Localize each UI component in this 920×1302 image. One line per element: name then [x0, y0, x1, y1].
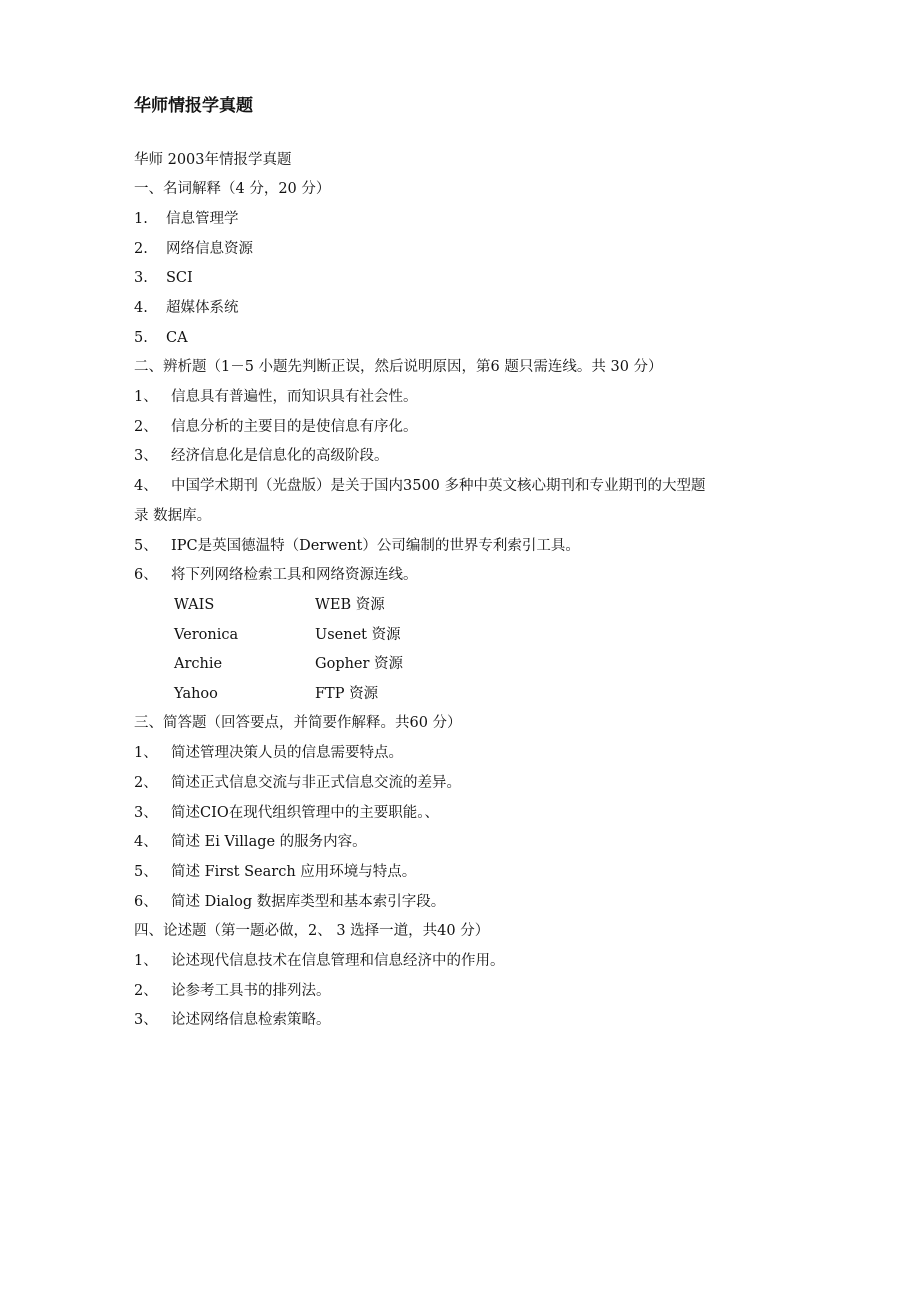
- item-text: 简述 Dialog 数据库类型和基本索引字段。: [171, 894, 446, 910]
- list-item: [134, 1010, 331, 1030]
- list-item: [134, 743, 403, 763]
- item-text: 论述网络信息检索策略。: [171, 1012, 331, 1028]
- item-number: 4、: [134, 834, 158, 850]
- section-heading-1: 一、名词解释（4 分，20 分）: [134, 181, 331, 197]
- list-item: [134, 565, 418, 585]
- item-text: 简述 Ei Village 的服务内容。: [171, 834, 367, 850]
- item-text: 论参考工具书的排列法。: [171, 983, 331, 999]
- item-number: 3.: [134, 270, 148, 286]
- matching-tool: WAIS: [174, 597, 215, 613]
- item-number: 1.: [134, 211, 148, 227]
- item-number: 5、: [134, 538, 158, 554]
- matching-tool: Veronica: [174, 627, 239, 643]
- list-item: [134, 239, 253, 259]
- item-number: 2.: [134, 241, 148, 257]
- section-heading-4: 四、论述题（第一题必做，2、 3 选择一道，共40 分）: [134, 923, 490, 939]
- item-number: 1、: [134, 745, 158, 761]
- list-item: [134, 981, 331, 1001]
- list-item: [134, 209, 239, 229]
- item-number: 1、: [134, 389, 158, 405]
- item-text: 信息分析的主要目的是使信息有序化。: [171, 419, 418, 435]
- item-text: 超媒体系统: [166, 300, 239, 316]
- list-item: [134, 387, 418, 407]
- item-number: 4.: [134, 300, 148, 316]
- document-subtitle: 华师 2003年情报学真题: [134, 152, 292, 168]
- item-text: 中国学术期刊（光盘版）是关于国内3500 多种中英文核心期刊和专业期刊的大型题: [171, 478, 706, 494]
- list-item: [134, 951, 505, 971]
- item-text: CA: [166, 330, 188, 346]
- matching-tool: Archie: [174, 656, 223, 672]
- list-item: [134, 832, 367, 852]
- item-text: 简述正式信息交流与非正式信息交流的差异。: [171, 775, 461, 791]
- list-item: [134, 298, 239, 318]
- item-number: 3、: [134, 805, 158, 821]
- item-number: 2、: [134, 775, 158, 791]
- matching-resource: WEB 资源: [315, 597, 385, 613]
- item-number: 6、: [134, 894, 158, 910]
- list-item: [134, 446, 389, 466]
- item-text: 信息具有普遍性，而知识具有社会性。: [171, 389, 418, 405]
- list-item: [134, 417, 418, 437]
- item-number: 4、: [134, 478, 158, 494]
- list-item: [134, 803, 439, 823]
- matching-resource: Usenet 资源: [315, 627, 401, 643]
- list-item: [134, 536, 580, 556]
- item-text: 将下列网络检索工具和网络资源连线。: [171, 567, 418, 583]
- document-title: 华师情报学真题: [134, 96, 253, 116]
- item-text: IPC是英国德温特（Derwent）公司编制的世界专利索引工具。: [171, 538, 580, 554]
- list-item: [134, 862, 416, 882]
- item-number: 5.: [134, 330, 148, 346]
- item-text: 经济信息化是信息化的高级阶段。: [171, 448, 389, 464]
- item-number: 5、: [134, 864, 158, 880]
- item-number: 2、: [134, 983, 158, 999]
- item-number: 3、: [134, 448, 158, 464]
- matching-resource: FTP 资源: [315, 686, 379, 702]
- item-text: 论述现代信息技术在信息管理和信息经济中的作用。: [171, 953, 505, 969]
- matching-resource: Gopher 资源: [315, 656, 404, 672]
- item-number: 1、: [134, 953, 158, 969]
- list-item: [134, 476, 706, 496]
- item-text: SCI: [166, 270, 193, 286]
- item-number: 3、: [134, 1012, 158, 1028]
- item-text: 网络信息资源: [166, 241, 253, 257]
- item-number: 6、: [134, 567, 158, 583]
- item-text: 简述 First Search 应用环境与特点。: [171, 864, 417, 880]
- item-text: 简述CIO在现代组织管理中的主要职能。、: [171, 805, 439, 821]
- list-item: [134, 773, 461, 793]
- item-number: 2、: [134, 419, 158, 435]
- list-item-continuation: 录 数据库。: [134, 508, 212, 524]
- list-item: [134, 268, 193, 288]
- item-text: 简述管理决策人员的信息需要特点。: [171, 745, 403, 761]
- section-heading-2: 二、辨析题（1－5 小题先判断正误，然后说明原因，第6 题只需连线。共 30 分）: [134, 359, 663, 375]
- list-item: [134, 328, 188, 348]
- list-item: [134, 892, 445, 912]
- section-heading-3: 三、简答题（回答要点，并简要作解释。共60 分）: [134, 715, 462, 731]
- matching-tool: Yahoo: [174, 686, 218, 702]
- item-text: 信息管理学: [166, 211, 239, 227]
